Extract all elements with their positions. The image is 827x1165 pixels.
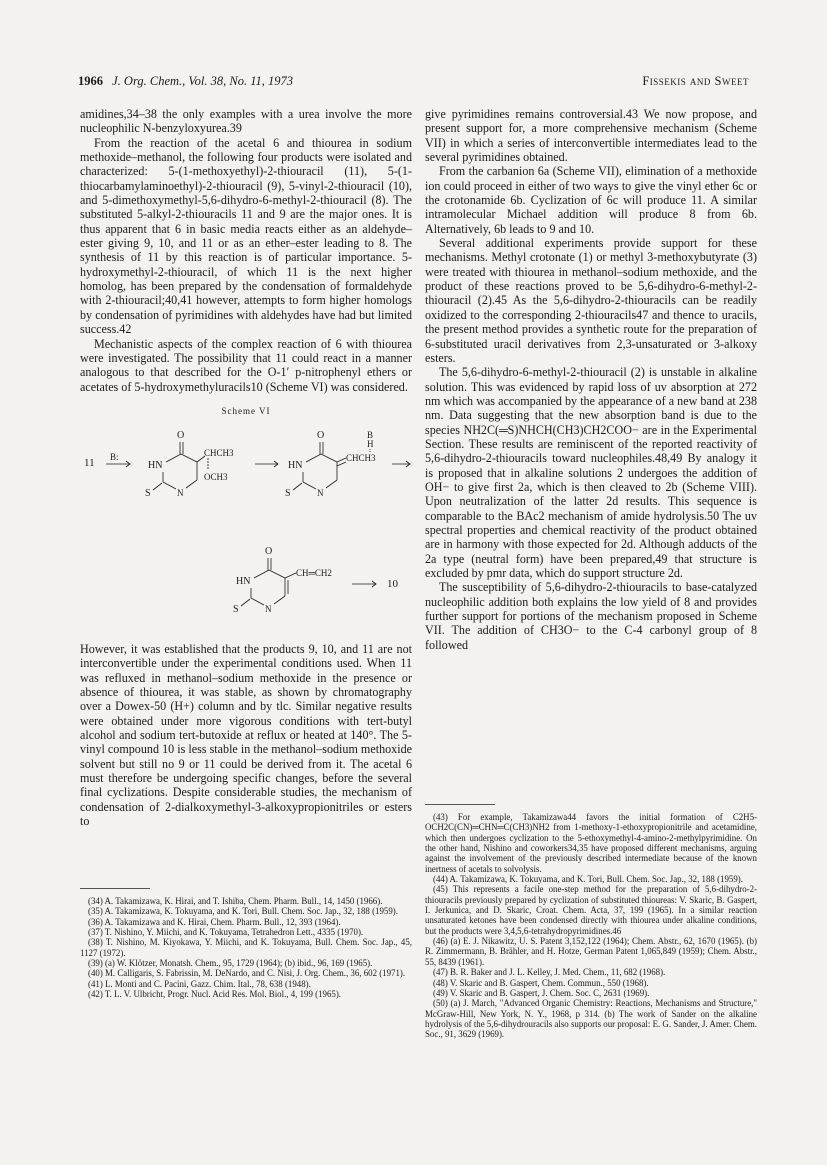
footnote-45: (45) This represents a facile one-step method for the preparation of 5,6-dihydro-2-thiouracils previously prepared by cyclization of substituted thioureas: V. Skaric, B. Gaspert, I. Jerkunica, and D. Skaric, Croat. Chem. Acta, 37, 199 (1965). In a similar reaction unsaturated ketones have been condensed directly with thiourea under alkaline conditions, but the products were 3,4,5,6-tetrahydropyrimidines.46 (425, 884, 757, 936)
footnote-49: (49) V. Skaric and B. Gaspert, J. Chem. Soc. C, 2631 (1969). (433, 987, 650, 998)
footnote-40: (40) M. Calligaris, S. Fabrissin, M. DeNardo, and C. Nisi, J. Org. Chem., 36, 602 (1971). (88, 968, 406, 979)
right-column (425, 107, 757, 652)
chch3-2: CHCH3 (346, 452, 376, 463)
thione-s-3: S (233, 603, 239, 615)
left-column (80, 107, 412, 828)
footnote-35: (35) A. Takamizawa, K. Tokuyama, and K. Tori, Bull. Chem. Soc. Jap., 32, 188 (1959). (88, 906, 398, 917)
footnote-42: (42) T. L. V. Ulbricht, Progr. Nucl. Acid Res. Mol. Biol., 4, 199 (1965). (88, 989, 342, 1000)
footnote-38: (38) T. Nishino, M. Kiyokawa, Y. Miichi, and K. Tokuyama, Bull. Chem. Soc. Jap., 45, 1127 (1972). (80, 937, 412, 958)
footnote-37: (37) T. Nishino, Y. Miichi, and K. Tokuyama, Tetrahedron Lett., 4335 (1970). (88, 927, 364, 938)
running-header (78, 74, 749, 94)
label-11: 11 (84, 456, 95, 469)
footnote-39: (39) (a) W. Klötzer, Monatsh. Chem., 95, 1729 (1964); (b) ibid., 96, 169 (1965). (88, 958, 373, 969)
footnote-rule-right (425, 804, 495, 806)
thione-s-1: S (145, 487, 151, 499)
footnote-47: (47) B. R. Baker and J. L. Kelley, J. Med. Chem., 11, 682 (1968). (433, 967, 666, 978)
hn-2: HN (288, 459, 303, 471)
page-number: 1966 (78, 74, 103, 88)
footnote-48: (48) V. Skaric and B. Gaspert, Chem. Commun., 550 (1968). (433, 977, 649, 988)
left-paragraph-4: However, it was established that the products 9, 10, and 11 are not interconvertible under the experimental conditions used. When 11 was refluxed in methanol–sodium methoxide in the presence or absence of thiourea, it was stable, as shown by chromatography over a Dowex-50 (H+) column and by tlc. Similar negative results were obtained under more vigorous conditions with tert-butyl alcohol and sodium tert-butoxide at reflux or heated at 140°. The 5-vinyl compound 10 is less stable in the methanol–sodium methoxide solvent but still no 9 or 11 could be derived from it. The acetal 6 must therefore be undergoing specific changes, before the several final cyclizations. Despite considerable studies, the mechanism of condensation of 2-dialkoxymethyl-3-alkoxypropionitriles or esters to (80, 641, 412, 828)
scheme-vi-drawing (80, 394, 412, 642)
left-paragraph-2: From the reaction of the acetal 6 and thiourea in sodium methoxide–methanol, the following four products were isolated and characterized: 5-(1-methoxyethyl)-2-thiouracil (11), 5-(1-thiocarbamylaminoethyl)-2-thiouracil (9), 5-vinyl-2-thiouracil (10), and 5-dimethoxymethyl-5,6-dihydro-6-methyl-2-thiouracil (8). The substituted 5-alkyl-2-thiouracils 11 and 9 are the major ones. It is thus apparent that 6 in basic media reacts either as an aldehyde–ester giving 9, 10, and 11 or as an ether–ester leading to 8. The synthesis of 11 by this reaction is of particular importance. 5-hydroxymethyl-2-thiouracil, of which 11 is the next higher homolog, has been prepared by the condensation of formaldehyde with 2-thiouracil;40,41 however, attempts to form higher homologs by condensation of pyrimidines with aldehydes have had but limited success.42 (80, 135, 412, 337)
scheme-title: Scheme VI (221, 405, 271, 416)
carbonyl-o-1: O (177, 429, 185, 441)
left-paragraph-3: Mechanistic aspects of the complex reaction of 6 with thiourea were investigated. The possibility that 11 could react in a manner analogous to that described for the O-1′ p-nitrophenyl ethers or acetates of 5-hydroxymethyluracils10 (Scheme VI) was considered. (80, 336, 412, 394)
och3-1: OCH3 (204, 471, 228, 482)
hn-3: HN (236, 575, 251, 587)
right-paragraph-2: From the carbanion 6a (Scheme VII), elimination of a methoxide ion could proceed in either of two ways to give the vinyl ether 6c or the crotonamide 6b. Cyclization of 6c will produce 11. A similar intramolecular Michael addition will produce 8 from 6b. Alternatively, 6b leads to 9 and 10. (425, 164, 757, 236)
proton-h-label: H (367, 438, 374, 449)
footnote-41: (41) L. Monti and C. Pacini, Gazz. Chim. Ital., 78, 638 (1948). (88, 978, 311, 989)
footnote-rule-left (80, 888, 150, 890)
ring-n-3: N (265, 603, 272, 614)
header-left (78, 74, 293, 89)
hn-1: HN (148, 459, 163, 471)
thione-s-2: S (285, 487, 291, 499)
scheme-vi (80, 394, 412, 642)
journal-citation: J. Org. Chem., Vol. 38, No. 11, 1973 (112, 74, 294, 88)
footnote-50: (50) (a) J. March, "Advanced Organic Chemistry: Reactions, Mechanisms and Structure," McGraw-Hill, New York, N. Y., 1968, p 314. (b) The work of Sander on the alkaline hydrolysis of the 5,6-dihydrouracils also supports our proposal: E. G. Sander, J. Amer. Chem. Soc., 91, 3629 (1969). (425, 998, 757, 1040)
footnote-43: (43) For example, Takamizawa44 favors the initial formation of C2H5-OCH2C(CN)═CHN═C(CH3)NH2 from 1-methoxy-1-ethoxypropionitrile and acetamidine, which then undergoes cyclization to the 5-ethoxymethyl-4-amino-2-methylpyrimidine. On the other hand, Nishino and coworkers34,35 have proposed different mechanisms, arguing against the involvement of the previously described intermediate because of the known inertness of acetals to solvolysis. (425, 812, 757, 874)
footnote-36: (36) A. Takamizawa and K. Hirai, Chem. Pharm. Bull., 12, 393 (1964). (88, 916, 341, 927)
right-paragraph-1: give pyrimidines remains controversial.43 We now propose, and present support for, a more comprehensive mechanism (Scheme VII) in which a series of interconvertible intermediates lead to the several pyrimidines obtained. (425, 107, 757, 165)
left-paragraph-1: amidines,34–38 the only examples with a urea involve the more nucleophilic N-benzyloxyurea.39 (80, 107, 412, 136)
header-authors: Fissekis and Sweet (642, 74, 749, 88)
ring-n-2: N (317, 487, 324, 498)
right-paragraph-5: The susceptibility of 5,6-dihydro-2-thiouracils to base-catalyzed nucleophilic addition both explains the low yield of 8 and provides further support for portions of the mechanism proposed in Scheme VII. The addition of CH3O− to the C-4 carbonyl group of 8 followed (425, 580, 757, 652)
base-label: B: (110, 451, 119, 462)
carbonyl-o-2: O (317, 429, 325, 441)
label-10: 10 (387, 577, 398, 590)
right-paragraph-3: Several additional experiments provide support for these mechanisms. Methyl crotonate (1) or methyl 3-methoxybutyrate (3) were treated with thiourea in methanol–sodium methoxide, and the product of these reactions proved to be 5,6-dihydro-6-methyl-2-thiouracil (2).45 As the 5,6-dihydro-2-thiouracils can be readily oxidized to the corresponding 2-thiouracils47 and thence to uracils, the present method provides a synthetic route for the preparation of 6-substituted uracil derivatives from 2,3-unsaturated or 3-alkoxy esters. (425, 236, 757, 365)
footnotes-right (425, 798, 757, 1040)
carbonyl-o-3: O (265, 545, 273, 557)
footnote-46: (46) (a) E. J. Nikawitz, U. S. Patent 3,152,122 (1964); Chem. Abstr., 62, 1670 (1965). (b) R. Zimmermann, B. Brähler, and H. Hotze, German Patent 1,065,849 (1959); Chem. Abstr., 55, 8439 (1961). (425, 936, 757, 967)
chch3-1: CHCH3 (204, 447, 234, 458)
footnote-34: (34) A. Takamizawa, K. Hirai, and T. Ishiba, Chem. Pharm. Bull., 14, 1450 (1966). (88, 896, 383, 906)
vinyl-group: CH═CH2 (296, 567, 332, 578)
footnote-44: (44) A. Takamizawa, K. Tokuyama, and K. Tori, Bull. Chem. Soc. Jap., 32, 188 (1959). (433, 874, 743, 885)
ring-n-1: N (177, 487, 184, 498)
right-paragraph-4: The 5,6-dihydro-6-methyl-2-thiouracil (2) is unstable in alkaline solution. This was evidenced by rapid loss of uv absorption at 272 nm which was accompanied by the appearance of a new band at 238 nm. Data suggesting that the new absorption band is due to the species NH2C(═S)NHCH(CH3)CH2COO− are in the Experimental Section. These results are reminiscent of the reported reactivity of 5,6-dihydro-2-thiouracils toward nucleophiles.48,49 By analogy it is proposed that in alkaline solutions 2 undergoes the addition of OH− to give first 2a, which is then cleaved to 2b (Scheme VIII). Upon neutralization of the latter 2d results. This sequence is comparable to the BAc2 mechanism of amide hydrolysis.50 The uv spectral properties and chemical reactivity of the product obtained are in harmony with those expected for 2d. Although adducts of the 2a type (neutral form) have been prepared,49 that structure is excluded by pmr data, which do support structure 2d. (425, 365, 757, 580)
base-b-label: B (367, 429, 374, 440)
footnotes-left (80, 882, 412, 999)
